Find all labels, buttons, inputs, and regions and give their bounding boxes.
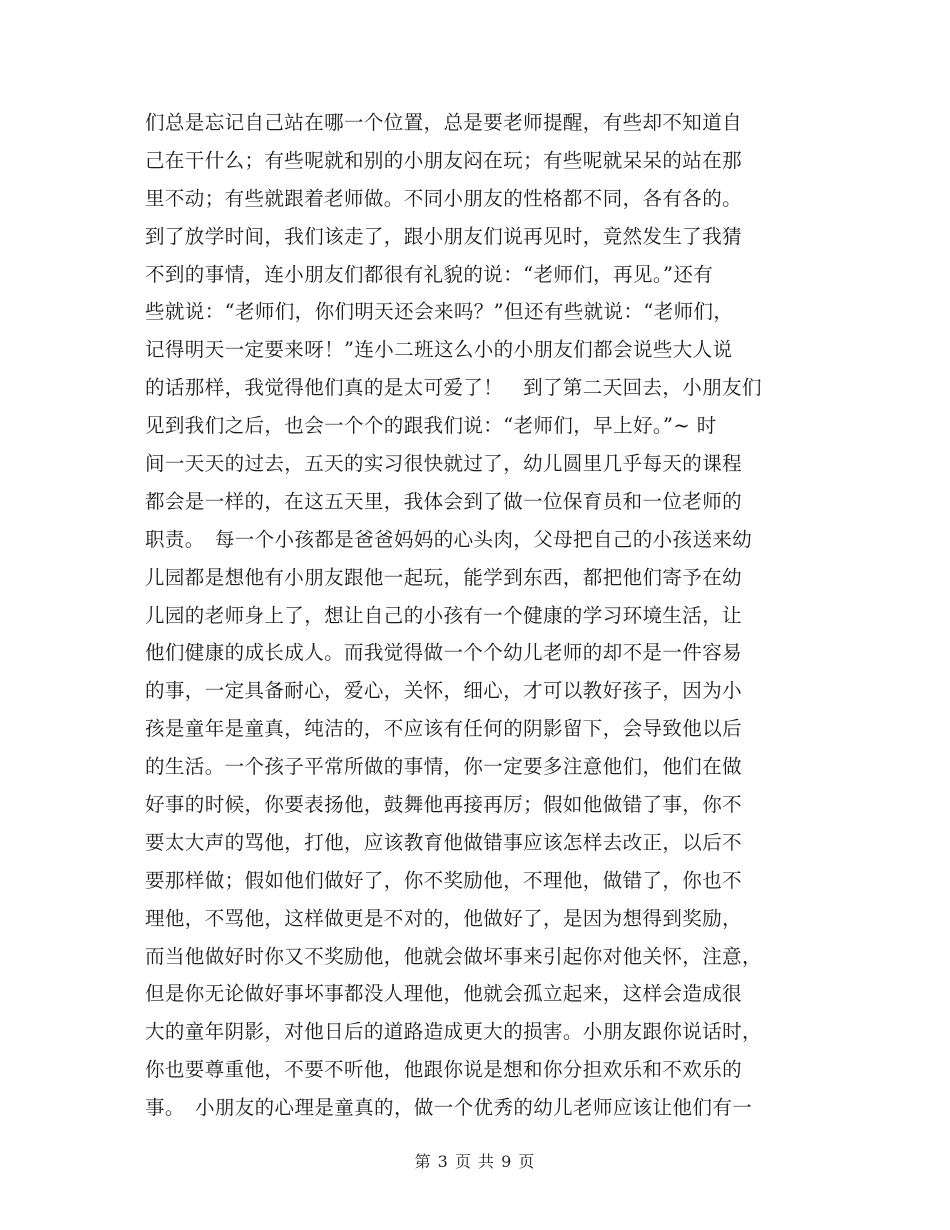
text-line: 见到我们之后，也会一个个的跟我们说：“老师们，早上好。”~ 时 [145, 414, 717, 438]
text-line: 他们健康的成长成人。而我觉得做一个个幼儿老师的却不是一件容易 [145, 641, 743, 665]
text-line: 要那样做；假如他们做好了，你不奖励他，不理他，做错了，你也不 [145, 868, 743, 892]
page-number-footer: 第 3 页 共 9 页 [414, 1152, 536, 1171]
text-line: 你也要尊重他，不要不听他，他跟你说是想和你分担欢乐和不欢乐的 [145, 1058, 743, 1082]
text-line: 儿园的老师身上了，想让自己的小孩有一个健康的学习环境生活，让 [145, 603, 743, 627]
text-line: 而当他做好时你又不奖励他，他就会做坏事来引起你对他关怀，注意， [145, 944, 762, 968]
body-text [145, 104, 835, 1127]
text-line: 己在干什么；有些呢就和别的小朋友闷在玩；有些呢就呆呆的站在那 [145, 148, 743, 172]
text-line: 不到的事情，连小朋友们都很有礼貌的说：“老师们，再见。”还有 [145, 262, 714, 286]
text-line: 到了放学时间，我们该走了，跟小朋友们说再见时，竟然发生了我猜 [145, 224, 743, 248]
text-line: 间一天天的过去，五天的实习很快就过了，幼儿圆里几乎每天的课程 [145, 452, 743, 476]
text-line: 的事，一定具备耐心，爱心，关怀，细心，才可以教好孩子，因为小 [145, 679, 743, 703]
text-line: 们总是忘记自己站在哪一个位置，总是要老师提醒，有些却不知道自 [145, 111, 743, 134]
text-line: 里不动；有些就跟着老师做。不同小朋友的性格都不同，各有各的。 [145, 186, 743, 210]
text-line: 都会是一样的，在这五天里，我体会到了做一位保育员和一位老师的 [145, 489, 743, 513]
text-line: 理他，不骂他，这样做更是不对的，他做好了，是因为想得到奖励， [145, 906, 743, 930]
text-line: 好事的时候，你要表扬他，鼓舞他再接再厉；假如他做错了事，你不 [145, 793, 743, 817]
text-line: 孩是童年是童真，纯洁的，不应该有任何的阴影留下，会导致他以后 [145, 717, 743, 741]
text-line: 记得明天一定要来呀！”连小二班这么小的小朋友们都会说些大人说 [145, 338, 733, 362]
text-line: 些就说：“老师们，你们明天还会来吗？”但还有些就说：“老师们， [145, 300, 734, 324]
text-line: 但是你无论做好事坏事都没人理他，他就会孤立起来，这样会造成很 [145, 982, 743, 1006]
text-line: 职责。 每一个小孩都是爸爸妈妈的心头肉，父母把自己的小孩送来幼 [145, 527, 753, 551]
text-line: 的话那样，我觉得他们真的是太可爱了！ 到了第二天回去，小朋友们 [145, 376, 762, 400]
text-line: 的生活。一个孩子平常所做的事情，你一定要多注意他们，他们在做 [145, 755, 743, 779]
text-line: 要太大声的骂他，打他，应该教育他做错事应该怎样去改正，以后不 [145, 830, 743, 854]
text-line: 事。 小朋友的心理是童真的，做一个优秀的幼儿老师应该让他们有一 [145, 1096, 753, 1120]
text-line: 大的童年阴影，对他日后的道路造成更大的损害。小朋友跟你说话时， [145, 1020, 762, 1044]
text-line: 儿园都是想他有小朋友跟他一起玩，能学到东西，都把他们寄予在幼 [145, 565, 743, 589]
